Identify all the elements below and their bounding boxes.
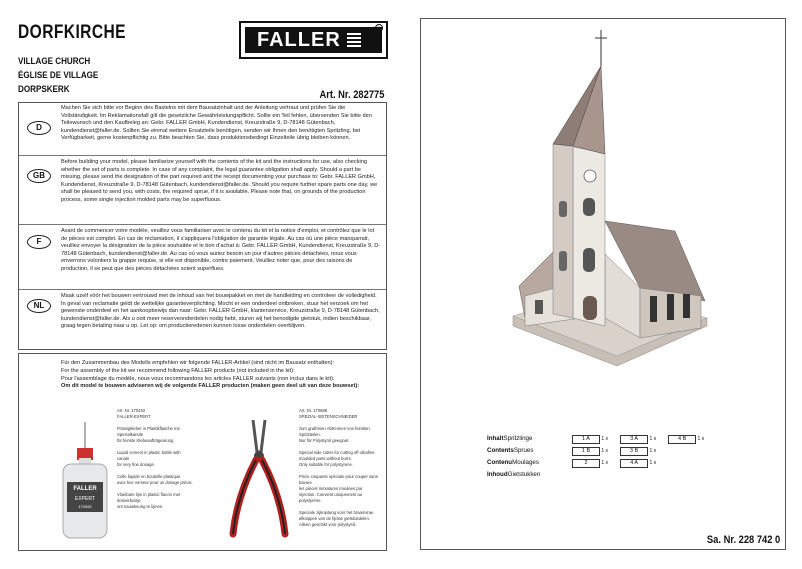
bottle-brand: FALLER <box>73 486 97 492</box>
sprue-table <box>487 433 716 481</box>
sprue-cell: 1 B 1 x <box>572 447 608 456</box>
sprue-cell: 4 B 1 x <box>668 435 704 444</box>
logo-lines-icon <box>347 33 361 47</box>
instructions-box <box>18 102 387 350</box>
recommended-products-box <box>18 353 387 551</box>
sa-number: Sa. Nr. 228 742 0 <box>706 534 780 546</box>
instructions-fr: Avant de commencer votre modèle, veuillez vous familiariser avec le contenu du kit et la notice d'emploi, et contrôlez que le lot de pièces est complet. En cas de réclamation, il s'appliquera l'obligation de garantie légale. Au cas où une pièce manquerait, veuillez envoyer la désignation de la pièce souhaitée et le bon d'achat à: Gebr. FALLER GmbH, Kundendienst, Kreuzstraße 9, D-78148 Gütenbach, kundendienst@faller.de. Au cas où vous auriez besoin un jour d'autres pièces détachées, nous vous enverrons volontiers la grappe requise, si elle est disponible, contre paiement. Veuillez noter que, pour des raisons de production, il se peut que des pièces détachées soient superflues. <box>61 228 381 272</box>
recommend-intro: Für den Zusammenbau des Modells empfehlen wir folgende FALLER-Artikel (sind nicht im Bausatz enthalten): For the assembly of the kit we recommend following FALLER products (not included in the kit): Pour l'assemblage du modèle, nous vous recommandons les articles FALLER suivants (non inclus dans le kit): Om dit model te bouwen adviseren wij de volgende FALLER producten (maken geen deel uit van deze bouwset): <box>61 360 360 390</box>
lang-badge-nl: NL <box>25 299 53 313</box>
bottle-name: EXPERT <box>75 496 95 502</box>
subtitle-nl: DORPSKERK <box>18 84 70 95</box>
side-cutter-image <box>223 416 295 540</box>
bottle-nr: 170492 <box>78 504 92 509</box>
instructions-nl: Maak uzelf vóór het bouwen vertrouwd met de inhoud van het bouwpakket en met de handleiding en controleer de volledigheid. In geval van reclamatie geldt de wettelijke garantieverplichting. Mocht er een onderdeel ontbreken, stuur het verzoek om het gewenste onderdeel en het aankoopbewijs dan naar: Gebr. FALLER GmbH, klantenservice, Kreuzstraße 9, D-78148 Gütenbach, kundendienst@faller.de. Als u ooit meer reserveonderdelen nodig hebt, sturen wij het benodigde gietstuk, indien beschikbaar, graag tegen betaling naar u op. Let op: om productieredenen kunnen losse onderdelen overblijven. <box>61 293 380 330</box>
sprue-row: InhoudGietstukken <box>487 470 541 478</box>
sprue-cell: 3 A 1 x <box>620 435 656 444</box>
instructions-en: Before building your model, please familiarize yourself with the contents of the kit and the instructions for use, also checking whether the set of parts is complete. In case of any complaint, the legal guarantee obligation shall apply. Should a part be missing, please send the designation of the part required and the receipt documenting your purchase to: Gebr. FALLER GmbH, Kundendienst, Kreuzstraße 9, D-78148 Gütenbach, kundendienst@faller.de. Should you require further spare parts one day, we shall be pleased to send you, with costs, the required sprue, if it is available. Please note that, on grounds of the production process, some single injection molded parts may be superfluous. <box>61 159 378 203</box>
logo-text: FALLER <box>257 28 341 51</box>
divider <box>19 155 386 156</box>
sprue-row: InhaltSpritzlinge 1 A 1 x 3 A 1 x 4 B 1 x <box>487 434 705 442</box>
product2-text: Art. Nr. 170688 SPEZIAL-SEITENSCHNEIDER zum gratfreien Abtrennen von feinsten Spritzteilen. Nur für Polystyrol geeignet. Special side cutter for cutting off ultrafine moulded parts without burrs. Only suitable for polystyrene. Pince coupante spéciale pour couper sans bavure les pièces miniatures moulées par injection. Convient uniquement au polystyrène. Speciale zijkniptang voor het braamvrae afknippen van de fijnste gietstukdelen. Alleen geschikt voor polystyrol. <box>299 408 378 527</box>
sprue-cell: 4 A 1 x <box>620 459 656 468</box>
glue-bottle-image <box>57 420 113 544</box>
lang-badge-gb: GB <box>25 169 53 183</box>
instructions-de: Machen Sie sich bitte vor Beginn des Bastelns mit dem Bausatzinhalt und der Anleitung vertraut und prüfen Sie die Vollständigkeit. Im Reklamationsfall gilt die gesetzliche Gewährleistungspflicht. Sollte ein Teil fehlen, übersenden Sie bitte den Teilewunsch und den Kaufbeleg an: Gebr. FALLER GmbH, Kundendienst, Kreuzstraße 9, D-78148 Gütenbach, kundendienst@faller.de. Sollten Sie einmal weitere Ersatzteile benötigen, senden wir Ihnen den benötigten Spritzling, bei Verfügbarkeit, gerne kostenpflichtig zu. Bitte beachten Sie, dass produktionsbedingt Einzelteile übrig bleiben können. <box>61 105 372 142</box>
article-number: Art. Nr. 282775 <box>319 89 384 101</box>
subtitle-en: VILLAGE CHURCH <box>18 56 91 67</box>
registered-icon: R <box>375 24 383 32</box>
sprue-cell: 2 1 x <box>572 459 608 468</box>
church-model-image <box>505 26 715 376</box>
sprue-row: ContenuMoulages 2 1 x 4 A 1 x <box>487 458 657 466</box>
sprue-row: ContentsSprues 1 B 1 x 3 B 1 x <box>487 446 657 454</box>
sprue-cell: 1 A 1 x <box>572 435 608 444</box>
faller-logo <box>239 21 388 59</box>
lang-badge-d: D <box>25 121 53 135</box>
divider <box>19 289 386 290</box>
sprue-cell: 3 B 1 x <box>620 447 656 456</box>
product-title: DORFKIRCHE <box>18 22 126 43</box>
divider <box>19 224 386 225</box>
lang-badge-f: F <box>25 235 53 249</box>
product1-text: Art. Nr. 170492 FALLER-EXPERT Flüssigkleber in Plastikflasche mit Spezialkanüle für feinste Klebeaufträgearung. Liquid cement in plastic bottle with canule for very fine dosage. Colle liquide en bouteille plastique avec bec verseur pour un dosage précis. Vloeibare lijm in plastic flacon met doseerbuisje om nauwkeurig te lijmen. <box>117 408 193 509</box>
subtitle-fr: ÉGLISE DE VILLAGE <box>18 70 99 81</box>
